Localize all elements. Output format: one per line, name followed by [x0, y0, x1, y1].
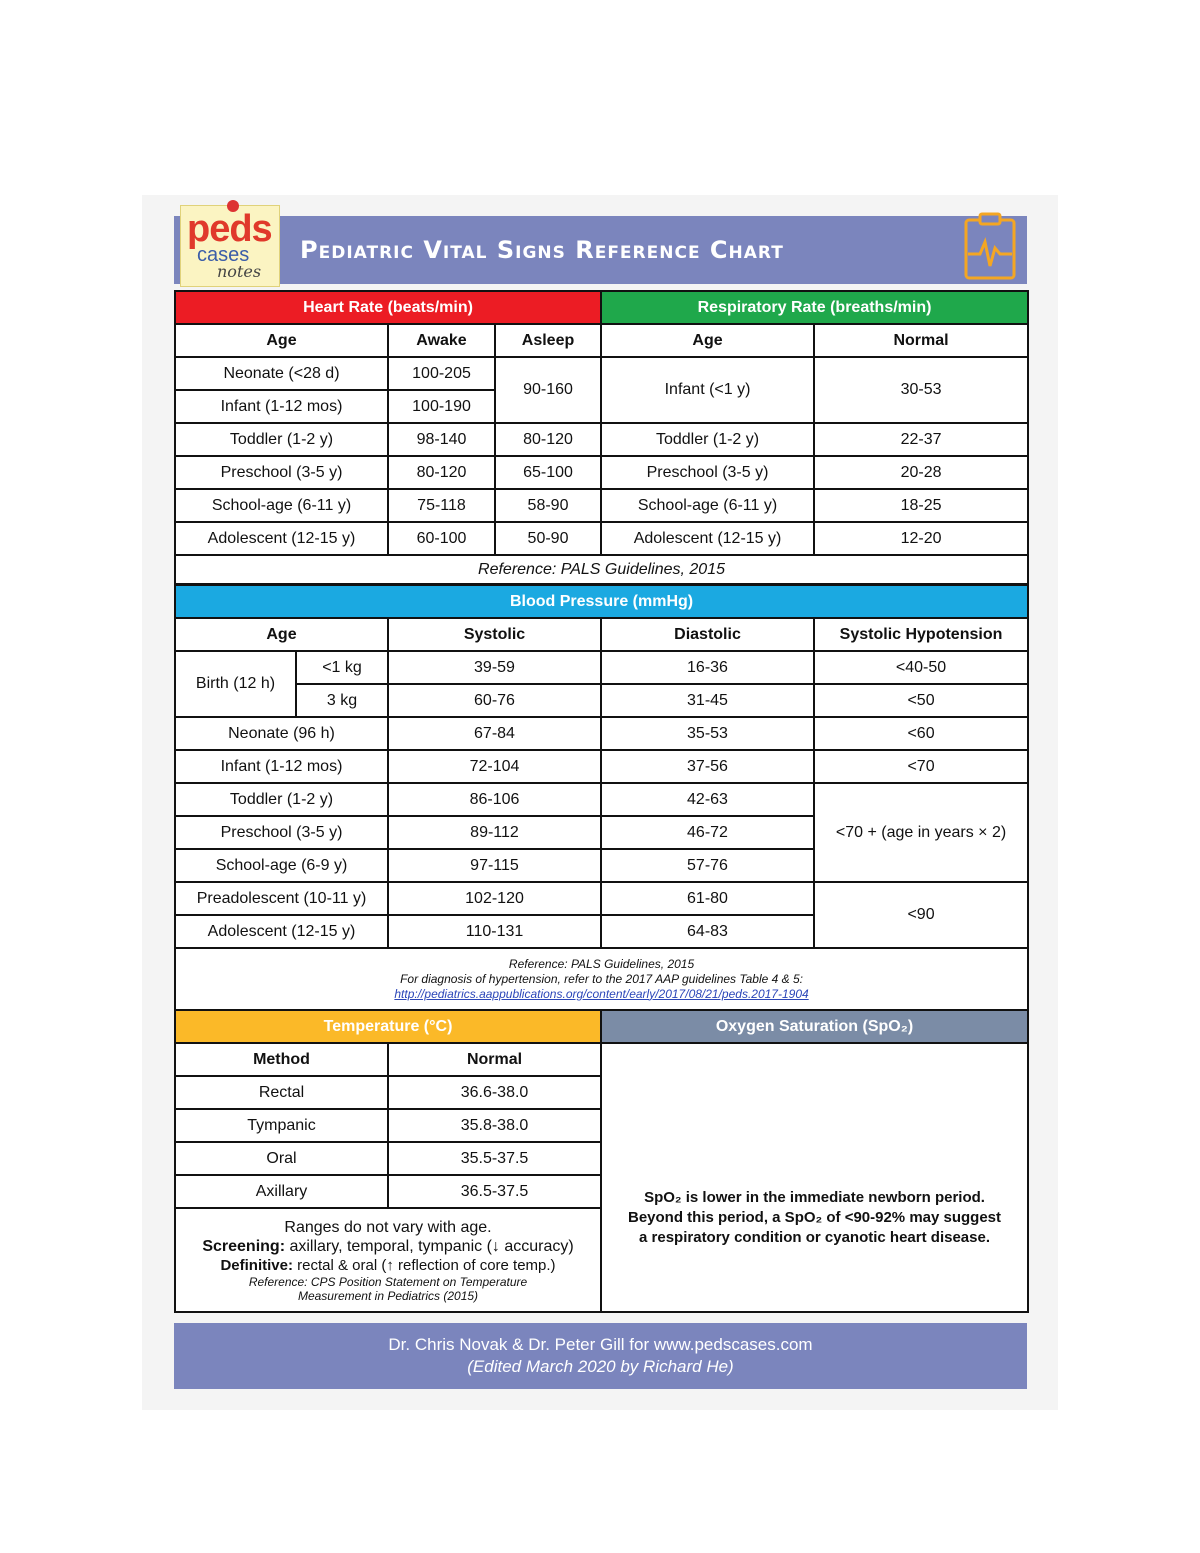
- bp-age: Neonate (96 h): [175, 717, 388, 750]
- definitive-label: Definitive:: [220, 1256, 293, 1274]
- bp-ref-line2: For diagnosis of hypertension, refer to the 2017 AAP guidelines Table 4 & 5:: [400, 971, 803, 986]
- bp-diastolic: 46-72: [601, 816, 814, 849]
- temp-normal: 36.6-38.0: [388, 1076, 601, 1109]
- bp-systolic: 86-106: [388, 783, 601, 816]
- bp-diastolic: 57-76: [601, 849, 814, 882]
- oxy-resp-condition: respiratory condition: [651, 1228, 802, 1246]
- bp-birth-label: Birth (12 h): [175, 651, 296, 717]
- bp-systolic: 67-84: [388, 717, 601, 750]
- rr-normal: 18-25: [814, 489, 1028, 522]
- logo-word-peds: peds: [187, 208, 272, 250]
- definitive-text: rectal & oral (↑ reflection of core temp.): [292, 1256, 556, 1274]
- temp-normal: 35.5-37.5: [388, 1142, 601, 1175]
- temp-ref2: Measurement in Pediatrics (2015): [297, 1288, 479, 1303]
- hr-awake: 60-100: [388, 522, 495, 555]
- footer-edited: (Edited March 2020 by Richard He): [467, 1357, 734, 1376]
- resp-rate-heading: Respiratory Rate (breaths/min): [601, 291, 1028, 324]
- rr-normal: 30-53: [814, 357, 1028, 423]
- hr-awake: 98-140: [388, 423, 495, 456]
- bp-hypotension: <40-50: [814, 651, 1028, 684]
- bp-weight: <1 kg: [296, 651, 388, 684]
- hr-col-awake: Awake: [388, 324, 495, 357]
- bp-ref-line1: Reference: PALS Guidelines, 2015: [508, 956, 695, 971]
- bp-systolic: 72-104: [388, 750, 601, 783]
- footer-authors: Dr. Chris Novak & Dr. Peter Gill for www.pedscases.com: [388, 1335, 813, 1354]
- bp-systolic: 60-76: [388, 684, 601, 717]
- hr-asleep: 80-120: [495, 423, 601, 456]
- bp-hypotension: <50: [814, 684, 1028, 717]
- bp-diastolic: 31-45: [601, 684, 814, 717]
- rr-normal: 20-28: [814, 456, 1028, 489]
- hr-col-age: Age: [175, 324, 388, 357]
- heart-rate-heading: Heart Rate (beats/min): [175, 291, 601, 324]
- temp-note1: Ranges do not vary with age.: [284, 1218, 492, 1236]
- screening-text: axillary, temporal, tympanic (↓ accuracy): [285, 1237, 574, 1255]
- logo-word-cases: cases: [197, 244, 250, 266]
- bp-hypotension: <60: [814, 717, 1028, 750]
- rr-age: Adolescent (12-15 y): [601, 522, 814, 555]
- temp-method: Oral: [175, 1142, 388, 1175]
- bp-age: School-age (6-9 y): [175, 849, 388, 882]
- rr-age: Preschool (3-5 y): [601, 456, 814, 489]
- bp-diastolic: 35-53: [601, 717, 814, 750]
- temp-note3: [176, 1256, 600, 1275]
- rr-col-normal: Normal: [814, 324, 1028, 357]
- oxy-line3-a: a: [639, 1228, 652, 1246]
- bp-weight: 3 kg: [296, 684, 388, 717]
- rr-age: Infant (<1 y): [601, 357, 814, 423]
- temp-col-normal: Normal: [388, 1043, 601, 1076]
- temp-method: Tympanic: [175, 1109, 388, 1142]
- rr-age: Toddler (1-2 y): [601, 423, 814, 456]
- pals-reference: Reference: PALS Guidelines, 2015: [175, 555, 1028, 584]
- hr-age: School-age (6-11 y): [175, 489, 388, 522]
- screening-label: Screening:: [202, 1237, 286, 1255]
- oxy-threshold: <90-92%: [844, 1208, 906, 1226]
- bp-col-systolic: Systolic: [388, 618, 601, 651]
- oxy-line1: SpO₂ is lower in the immediate newborn period.: [644, 1188, 985, 1206]
- bp-age: Preadolescent (10-11 y): [175, 882, 388, 915]
- bp-age: Infant (1-12 mos): [175, 750, 388, 783]
- hr-asleep: 65-100: [495, 456, 601, 489]
- temp-method: Axillary: [175, 1175, 388, 1208]
- rr-normal: 12-20: [814, 522, 1028, 555]
- rr-normal: 22-37: [814, 423, 1028, 456]
- rr-age: School-age (6-11 y): [601, 489, 814, 522]
- hr-age: Preschool (3-5 y): [175, 456, 388, 489]
- bp-heading: Blood Pressure (mmHg): [175, 585, 1028, 618]
- temp-col-method: Method: [175, 1043, 388, 1076]
- hr-awake: 75-118: [388, 489, 495, 522]
- hr-awake: 100-205: [388, 357, 495, 390]
- hr-awake: 100-190: [388, 390, 495, 423]
- temperature-notes: [175, 1208, 601, 1312]
- hr-asleep: 90-160: [495, 357, 601, 423]
- bp-table: [174, 584, 1029, 1011]
- temp-method: Rectal: [175, 1076, 388, 1109]
- bp-diastolic: 16-36: [601, 651, 814, 684]
- oxy-line2-a: Beyond this period, a SpO₂ of: [628, 1208, 845, 1226]
- bp-diastolic: 42-63: [601, 783, 814, 816]
- bp-age: Toddler (1-2 y): [175, 783, 388, 816]
- bp-systolic: 102-120: [388, 882, 601, 915]
- temperature-heading: Temperature (°C): [175, 1010, 601, 1043]
- oxygen-note: [601, 1043, 1028, 1312]
- bp-systolic: 110-131: [388, 915, 601, 948]
- temp-normal: 35.8-38.0: [388, 1109, 601, 1142]
- bp-hypotension-formula: <70 + (age in years × 2): [814, 783, 1028, 882]
- bp-col-age: Age: [175, 618, 388, 651]
- footer-credits: [174, 1323, 1027, 1389]
- logo-word-notes: notes: [217, 262, 262, 281]
- bp-diastolic: 64-83: [601, 915, 814, 948]
- temp-note2: [176, 1237, 600, 1256]
- hr-asleep: 50-90: [495, 522, 601, 555]
- temp-normal: 36.5-37.5: [388, 1175, 601, 1208]
- bp-col-diastolic: Diastolic: [601, 618, 814, 651]
- oxy-line2-c: may suggest: [905, 1208, 1002, 1226]
- bp-age: Adolescent (12-15 y): [175, 915, 388, 948]
- bp-hypotension: <70: [814, 750, 1028, 783]
- temp-oxy-table: [174, 1009, 1029, 1313]
- bp-hypotension-90: <90: [814, 882, 1028, 948]
- bp-col-hypotension: Systolic Hypotension: [814, 618, 1028, 651]
- temp-ref1: Reference: CPS Position Statement on Temperature: [248, 1274, 528, 1289]
- bp-diastolic: 37-56: [601, 750, 814, 783]
- clipboard-heartbeat-icon: [960, 212, 1020, 282]
- hr-age: Toddler (1-2 y): [175, 423, 388, 456]
- hr-age: Infant (1-12 mos): [175, 390, 388, 423]
- bp-systolic: 89-112: [388, 816, 601, 849]
- oxy-cyanotic: cyanotic heart disease.: [824, 1228, 990, 1246]
- hr-asleep: 58-90: [495, 489, 601, 522]
- pedscases-logo: [180, 205, 280, 287]
- rr-col-age: Age: [601, 324, 814, 357]
- bp-diastolic: 61-80: [601, 882, 814, 915]
- bp-systolic: 97-115: [388, 849, 601, 882]
- hr-rr-table: [174, 290, 1029, 585]
- hr-awake: 80-120: [388, 456, 495, 489]
- hr-col-asleep: Asleep: [495, 324, 601, 357]
- bp-age: Preschool (3-5 y): [175, 816, 388, 849]
- aap-guidelines-link[interactable]: http://pediatrics.aappublications.org/content/early/2017/08/21/peds.2017-1904: [394, 986, 809, 1001]
- oxy-line3-c: or: [801, 1228, 825, 1246]
- hr-age: Adolescent (12-15 y): [175, 522, 388, 555]
- hr-age: Neonate (<28 d): [175, 357, 388, 390]
- oxygen-heading: Oxygen Saturation (SpO₂): [601, 1010, 1028, 1043]
- bp-systolic: 39-59: [388, 651, 601, 684]
- oxy-line3: [602, 1228, 1027, 1248]
- page-title: Pediatric Vital Signs Reference Chart: [300, 236, 784, 264]
- oxy-line2: [602, 1208, 1027, 1228]
- bp-reference: [175, 948, 1028, 1010]
